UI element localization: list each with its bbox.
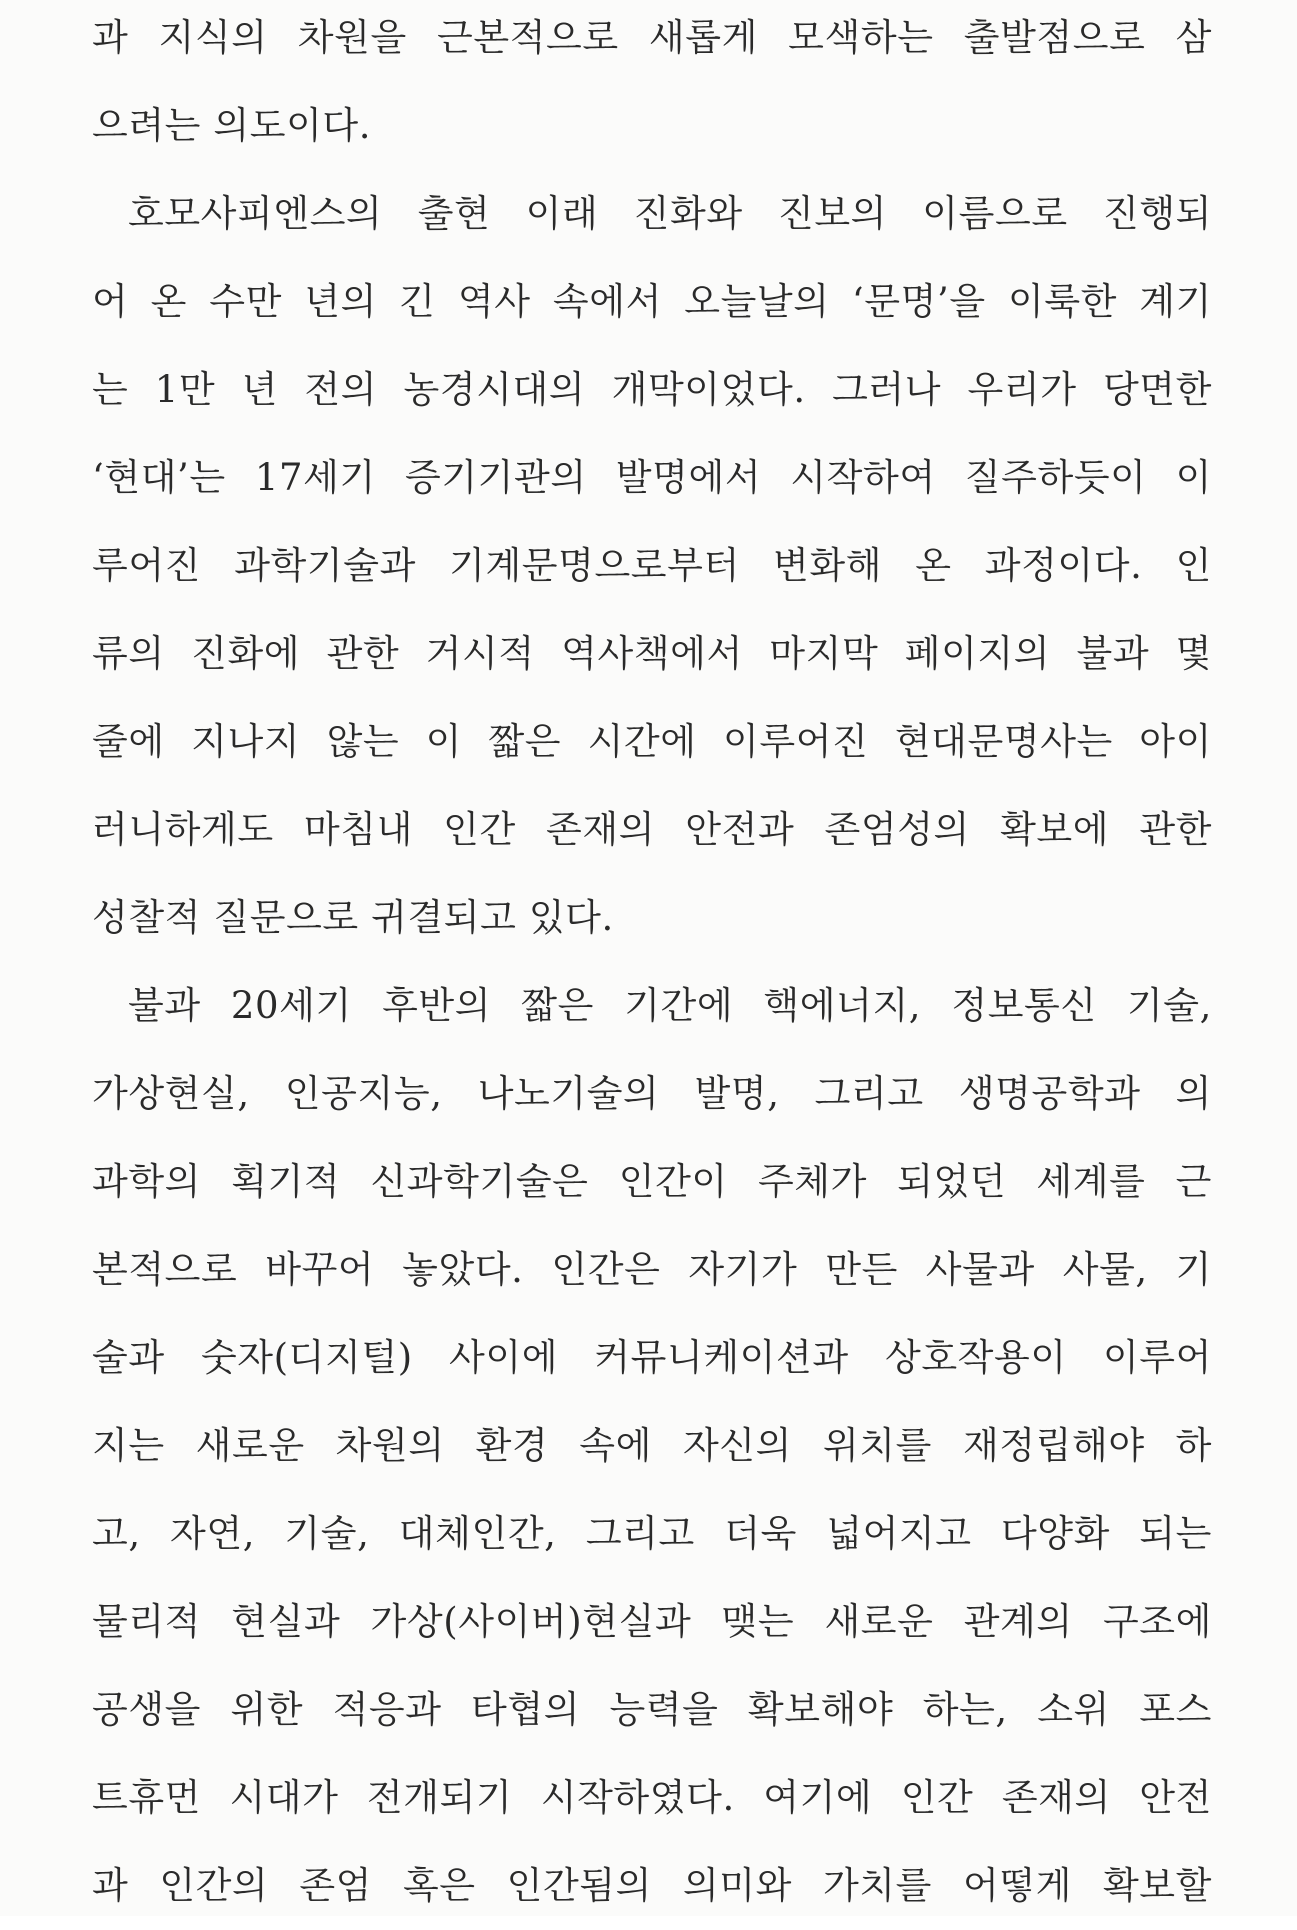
text-line: 고, 자연, 기술, 대체인간, 그리고 더욱 넓어지고 다양화 되는 bbox=[92, 1512, 1212, 1555]
text-line: 호모사피엔스의 출현 이래 진화와 진보의 이름으로 진행되 bbox=[128, 192, 1212, 235]
text-line: 러니하게도 마침내 인간 존재의 안전과 존엄성의 확보에 관한 bbox=[92, 808, 1212, 851]
text-line: 가상현실, 인공지능, 나노기술의 발명, 그리고 생명공학과 의 bbox=[92, 1072, 1212, 1115]
text-line: 술과 숫자(디지털) 사이에 커뮤니케이션과 상호작용이 이루어 bbox=[92, 1336, 1212, 1379]
text-line: 불과 20세기 후반의 짧은 기간에 핵에너지, 정보통신 기술, bbox=[128, 984, 1212, 1027]
paragraph-1 bbox=[92, 0, 1212, 170]
text-line: 으려는 의도이다. bbox=[92, 104, 372, 147]
paragraph-3 bbox=[92, 962, 1212, 1930]
text-line: 류의 진화에 관한 거시적 역사책에서 마지막 페이지의 불과 몇 bbox=[92, 632, 1212, 675]
text-line: 는 1만 년 전의 농경시대의 개막이었다. 그러나 우리가 당면한 bbox=[92, 368, 1212, 411]
text-line: 성찰적 질문으로 귀결되고 있다. bbox=[92, 896, 614, 939]
text-line: 루어진 과학기술과 기계문명으로부터 변화해 온 과정이다. 인 bbox=[92, 544, 1212, 587]
text-line: 트휴먼 시대가 전개되기 시작하였다. 여기에 인간 존재의 안전 bbox=[92, 1776, 1212, 1819]
text-line: 물리적 현실과 가상(사이버)현실과 맺는 새로운 관계의 구조에 bbox=[92, 1600, 1212, 1643]
body-text bbox=[92, 0, 1212, 1930]
text-line: 지는 새로운 차원의 환경 속에 자신의 위치를 재정립해야 하 bbox=[92, 1424, 1212, 1467]
text-line: 어 온 수만 년의 긴 역사 속에서 오늘날의 ‘문명’을 이룩한 계기 bbox=[92, 280, 1212, 323]
text-line: 과 인간의 존엄 혹은 인간됨의 의미와 가치를 어떻게 확보할 bbox=[92, 1864, 1212, 1907]
text-line: ‘현대’는 17세기 증기기관의 발명에서 시작하여 질주하듯이 이 bbox=[92, 456, 1212, 499]
text-line: 과 지식의 차원을 근본적으로 새롭게 모색하는 출발점으로 삼 bbox=[92, 16, 1212, 59]
text-line: 본적으로 바꾸어 놓았다. 인간은 자기가 만든 사물과 사물, 기 bbox=[92, 1248, 1212, 1291]
paragraph-2 bbox=[92, 170, 1212, 962]
text-line: 줄에 지나지 않는 이 짧은 시간에 이루어진 현대문명사는 아이 bbox=[92, 720, 1212, 763]
text-line: 공생을 위한 적응과 타협의 능력을 확보해야 하는, 소위 포스 bbox=[92, 1688, 1212, 1731]
text-line: 과학의 획기적 신과학기술은 인간이 주체가 되었던 세계를 근 bbox=[92, 1160, 1212, 1203]
